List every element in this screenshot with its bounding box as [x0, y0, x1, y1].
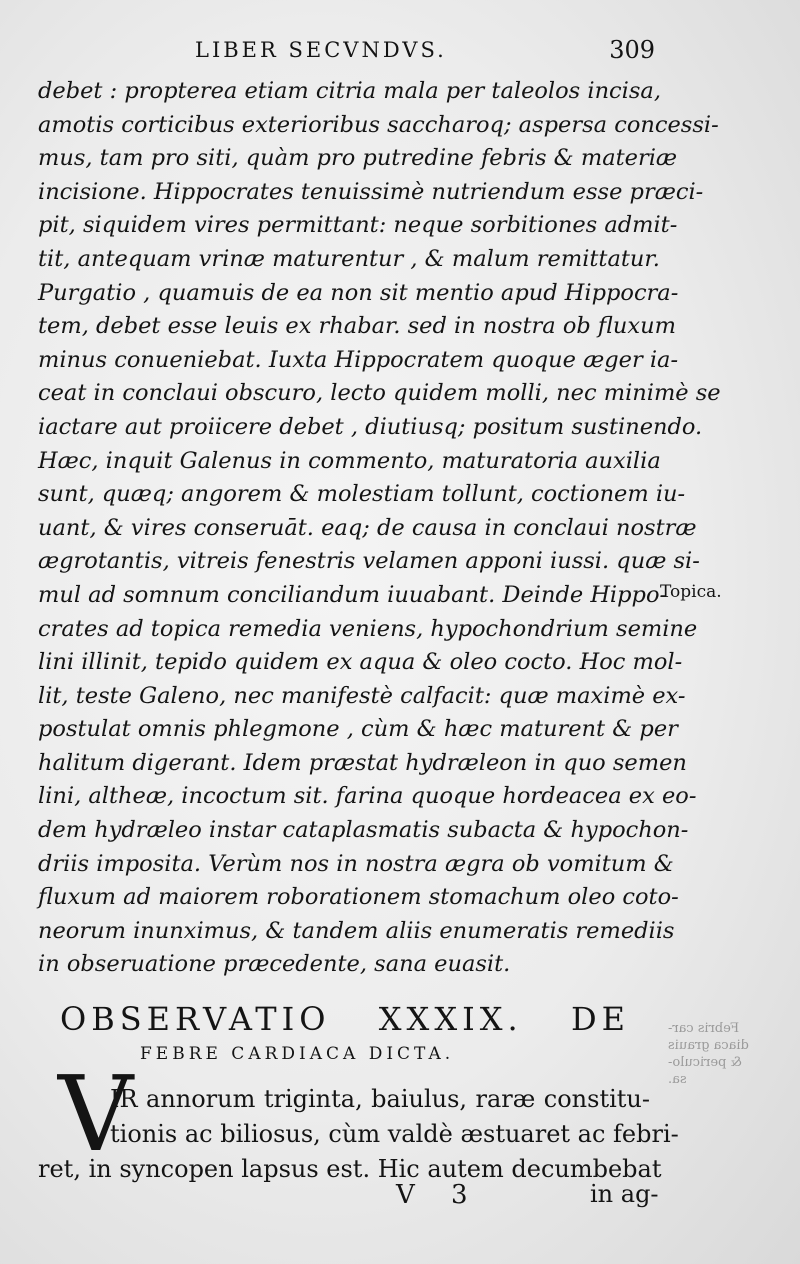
- text-line: Hæc, inquit Galenus in commento, maturatoria auxilia: [38, 447, 661, 474]
- bleed-line: sa.: [668, 1072, 687, 1087]
- catchword: in ag-: [590, 1180, 659, 1208]
- text-line: in obseruatione præcedente, sana euasit.: [38, 951, 511, 978]
- drop-cap: V: [58, 1053, 134, 1175]
- text-line: iactare aut proiicere debet , diutiusq; positum sustinendo.: [38, 413, 703, 440]
- text-line: driis imposita. Verùm nos in nostra ægra ob vomitum &: [38, 850, 674, 877]
- text-line: crates ad topica remedia veniens, hypochondrium semine: [38, 615, 698, 642]
- text-line: mul ad somnum conciliandum iuuabant. Deinde Hippo-: [38, 581, 668, 608]
- text-line: fluxum ad maiorem roborationem stomachum oleo coto-: [38, 884, 679, 911]
- bleed-line: & periculo-: [668, 1055, 743, 1070]
- observation-text: [38, 1082, 679, 1187]
- text-line: tionis ac biliosus, cùm valdè æstuaret ac febri-: [110, 1120, 679, 1148]
- text-line: uant, & vires conseruāt. eaq; de causa in conclaui nostræ: [38, 514, 697, 541]
- bleed-line: diaca grauis: [668, 1038, 749, 1053]
- text-line: pit, siquidem vires permittant: neque sorbitiones admit-: [38, 212, 678, 239]
- text-line: minus conueniebat. Iuxta Hippocratem quoque æger ia-: [38, 346, 679, 373]
- page-header: [195, 38, 655, 72]
- text-line: mus, tam pro siti, quàm pro putredine febris & materiæ: [38, 145, 678, 172]
- text-line: dem hydræleo instar cataplasmatis subacta & hypochon-: [38, 817, 689, 844]
- text-line: ægrotantis, vitreis fenestris velamen apponi iussi. quæ si-: [38, 548, 700, 575]
- text-line: amotis corticibus exterioribus saccharoq; aspersa concessi-: [38, 111, 719, 138]
- text-line: debet : propterea etiam citria mala per taleolos incisa,: [38, 78, 661, 104]
- observation-subtitle: FEBRE CARDIACA DICTA.: [140, 1044, 455, 1064]
- text-line: Purgatio , quamuis de ea non sit mentio apud Hippocra-: [38, 279, 679, 306]
- text-line: lit, teste Galeno, nec manifestè calfacit: quæ maximè ex-: [38, 682, 686, 709]
- text-line: tit, antequam vrinæ maturentur , & malum remittatur.: [38, 245, 660, 272]
- signature-mark: V 3: [396, 1180, 482, 1210]
- text-line: ceat in conclaui obscuro, lecto quidem molli, nec minimè se: [38, 380, 721, 407]
- page-number: 309: [609, 36, 655, 64]
- running-head: LIBER SECVNDVS.: [195, 38, 447, 62]
- text-line: lini illinit, tepido quidem ex aqua & oleo cocto. Hoc mol-: [38, 649, 683, 676]
- text-line: IR annorum triginta, baiulus, raræ constitu-: [110, 1085, 650, 1113]
- marginal-note: Topica.: [660, 582, 722, 602]
- bleed-through-marginal: [668, 1020, 778, 1088]
- observation-title: OBSERVATIO XXXIX. DE: [60, 1000, 630, 1038]
- text-line: halitum digerant. Idem præstat hydræleon in quo semen: [38, 749, 687, 776]
- bleed-line: Febris car-: [668, 1021, 740, 1036]
- text-line: neorum inunximus, & tandem aliis enumeratis remediis: [38, 917, 675, 944]
- text-line: tem, debet esse leuis ex rhabar. sed in nostra ob fluxum: [38, 313, 676, 340]
- text-line: ret, in syncopen lapsus est. Hic autem decumbebat: [38, 1155, 662, 1183]
- text-line: sunt, quæq; angorem & molestiam tollunt, coctionem iu-: [38, 481, 686, 508]
- body-text: [38, 75, 721, 982]
- text-line: incisione. Hippocrates tenuissimè nutriendum esse præci-: [38, 178, 704, 205]
- text-line: lini, altheæ, incoctum sit. farina quoque hordeacea ex eo-: [38, 783, 697, 810]
- text-line: postulat omnis phlegmone , cùm & hæc maturent & per: [38, 716, 678, 743]
